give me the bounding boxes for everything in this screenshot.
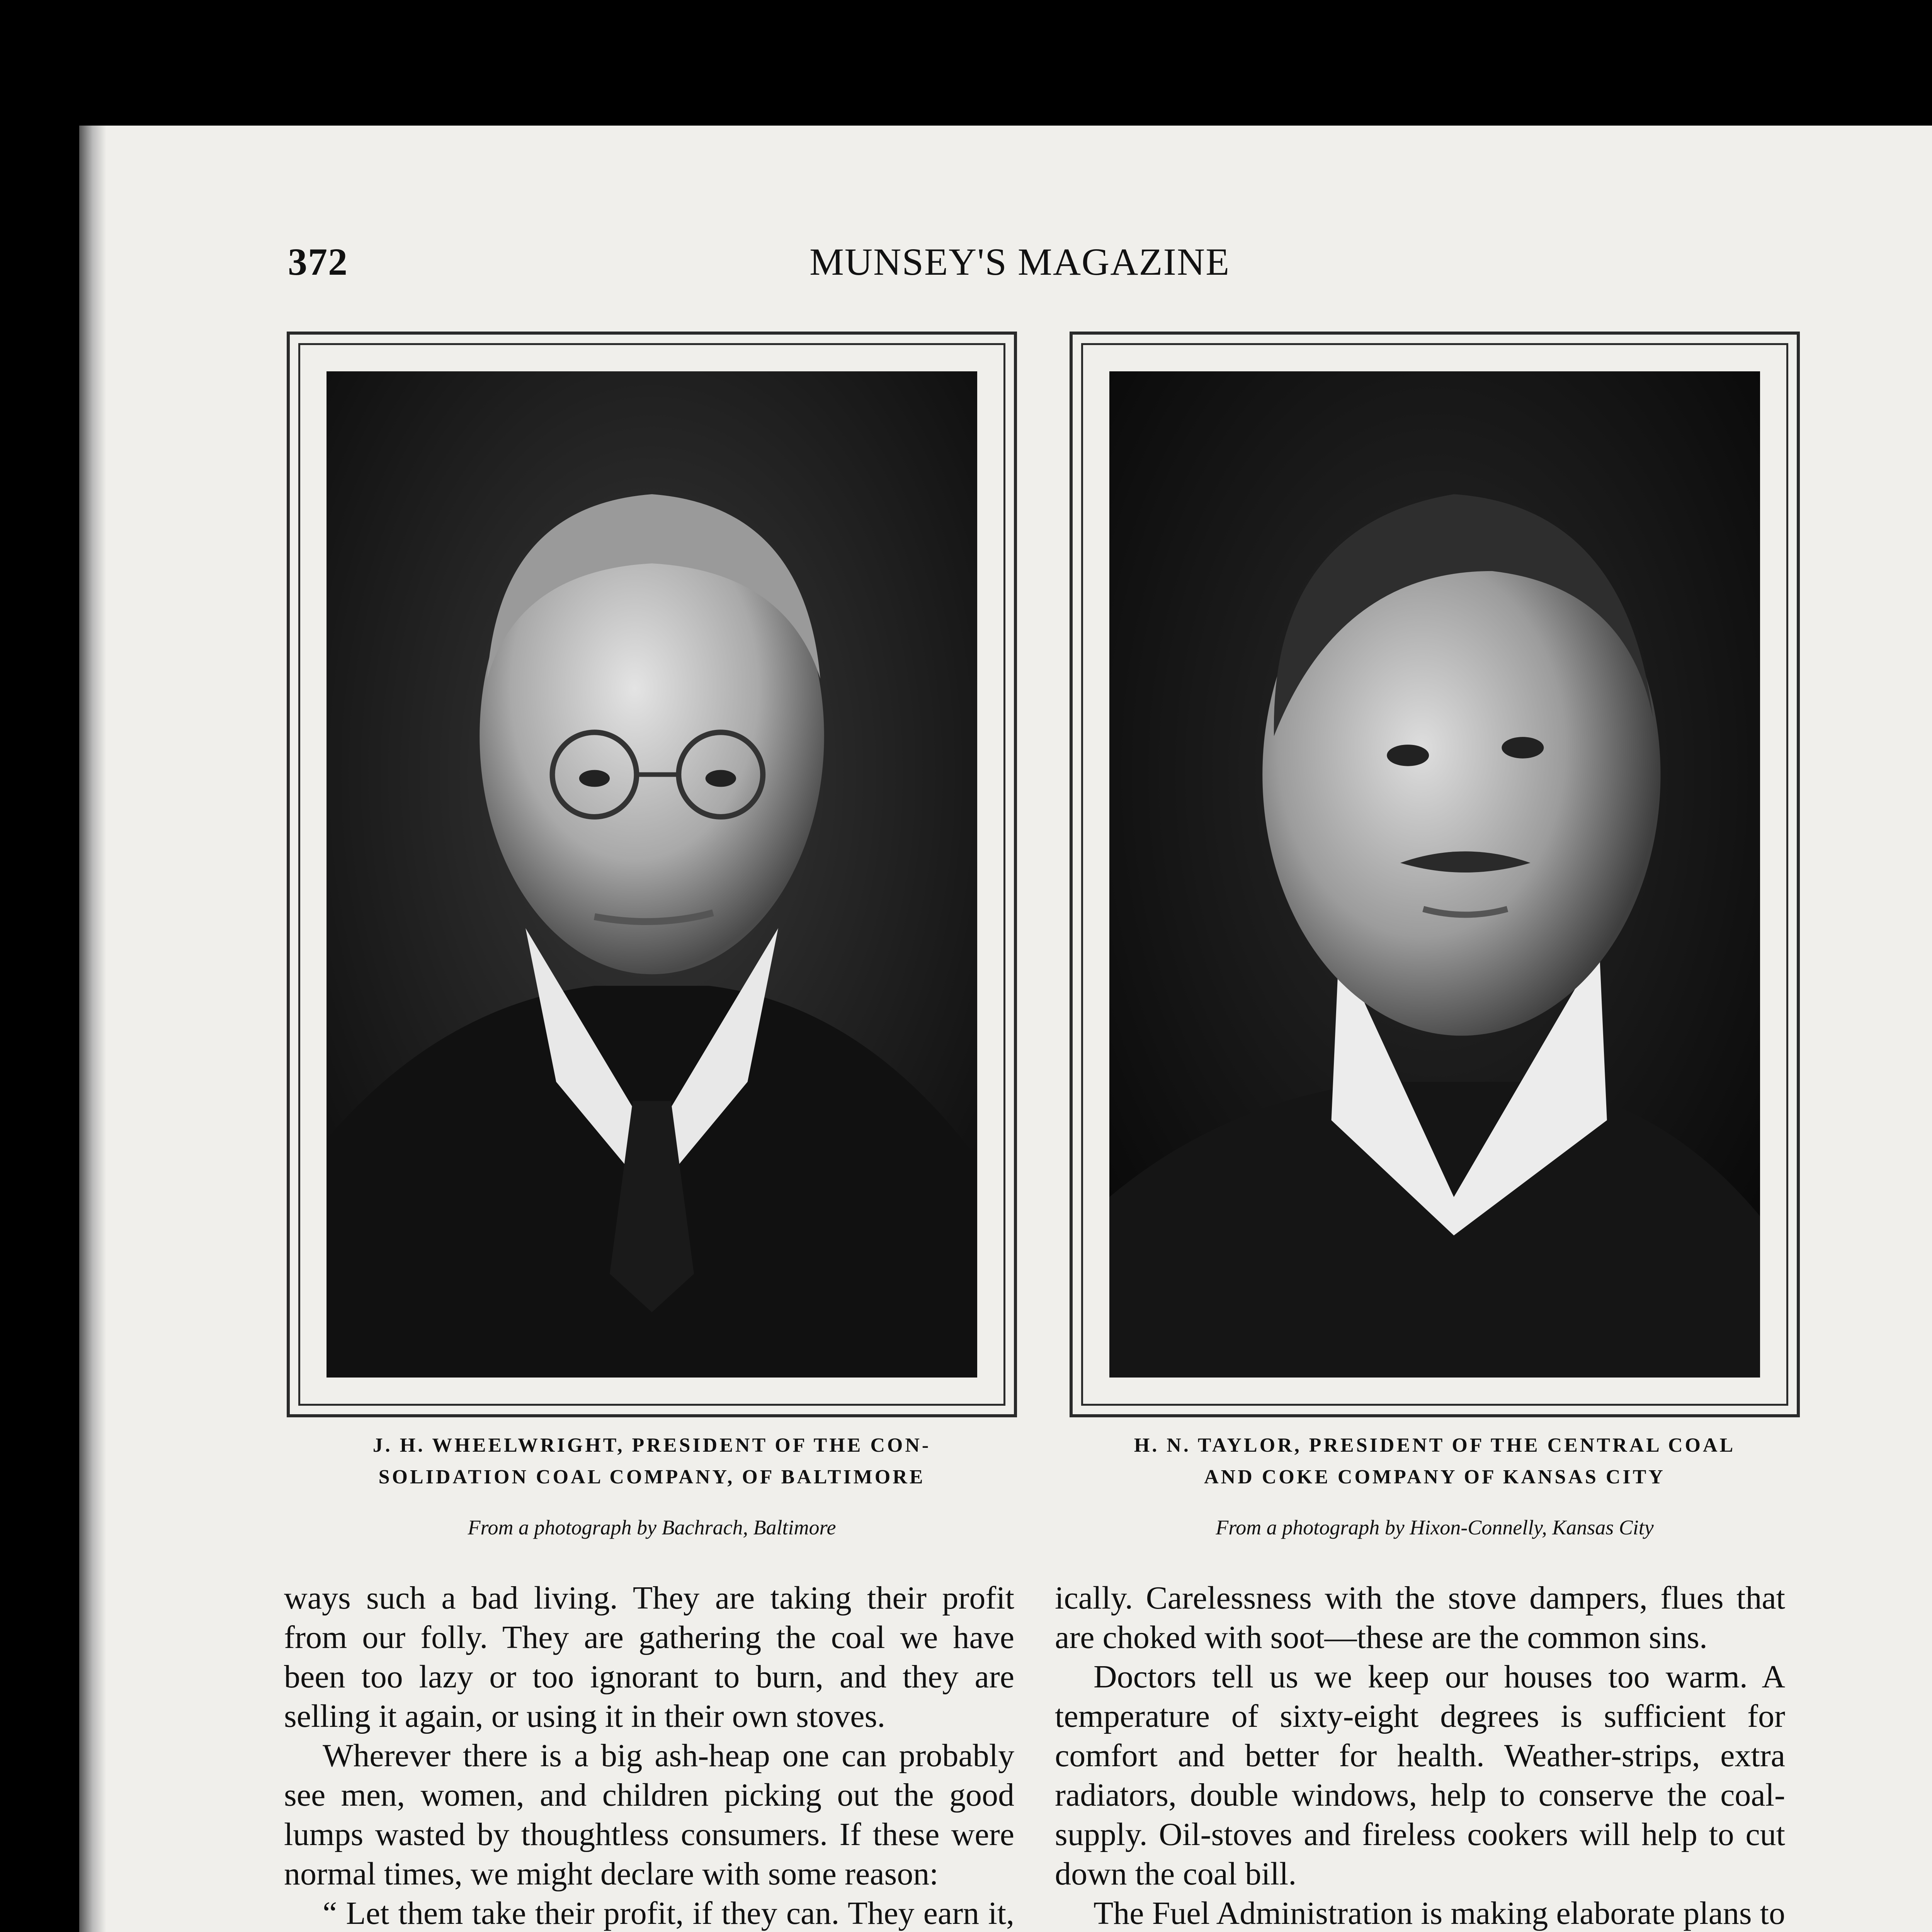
page-header [288, 240, 1795, 294]
paragraph: Wherever there is a big ash-heap one can probably see men, women, and children picking out the good lumps wasted by thoughtless consumers. If these were normal times, we might declare with some reason: [284, 1738, 1014, 1892]
caption-title-line: H. N. TAYLOR, PRESIDENT OF THE CENTRAL COAL [1134, 1434, 1736, 1456]
article-column-left [284, 1578, 1014, 1932]
portrait-caption-taylor [1070, 1430, 1800, 1541]
portrait-caption-wheelwright [287, 1430, 1017, 1541]
caption-title-line: AND COKE COMPANY OF KANSAS CITY [1204, 1466, 1665, 1488]
paragraph: Doctors tell us we keep our houses too warm. A temperature of sixty-eight degrees is sufficient for comfort and better for health. Weather-strips, extra radiators, double windows, help to conserve the coal-supply. Oil-stoves and fireless cookers will help to cut down the coal bill. [1055, 1659, 1785, 1892]
portrait-photo-taylor [1109, 371, 1760, 1378]
paragraph: ways such a bad living. They are taking their profit from our folly. They are gathering the coal we have been too lazy or too ignorant to burn, and they are selling it again, or using it in their own stoves. [284, 1580, 1014, 1734]
portrait-photo-wheelwright [327, 371, 977, 1378]
portrait-frame-taylor [1070, 332, 1800, 1417]
paragraph: “ Let them take their profit, if they can. They earn it, [323, 1895, 1014, 1931]
portrait-frame-wheelwright [287, 332, 1017, 1417]
caption-title-line: J. H. WHEELWRIGHT, PRESIDENT OF THE CON- [372, 1434, 931, 1456]
running-title: MUNSEY'S MAGAZINE [810, 240, 1230, 283]
page-binding-shadow [79, 126, 106, 1932]
page-number: 372 [288, 240, 348, 283]
photo-credit: From a photograph by Bachrach, Baltimore [468, 1516, 836, 1539]
paragraph: ically. Carelessness with the stove dampers, flues that are choked with soot—these are the common sins. [1055, 1580, 1785, 1655]
article-column-right [1055, 1578, 1785, 1932]
photo-credit: From a photograph by Hixon-Connelly, Kansas City [1216, 1516, 1654, 1539]
caption-title-line: SOLIDATION COAL COMPANY, OF BALTIMORE [378, 1466, 925, 1488]
paragraph: The Fuel Administration is making elaborate plans to [1094, 1895, 1785, 1931]
